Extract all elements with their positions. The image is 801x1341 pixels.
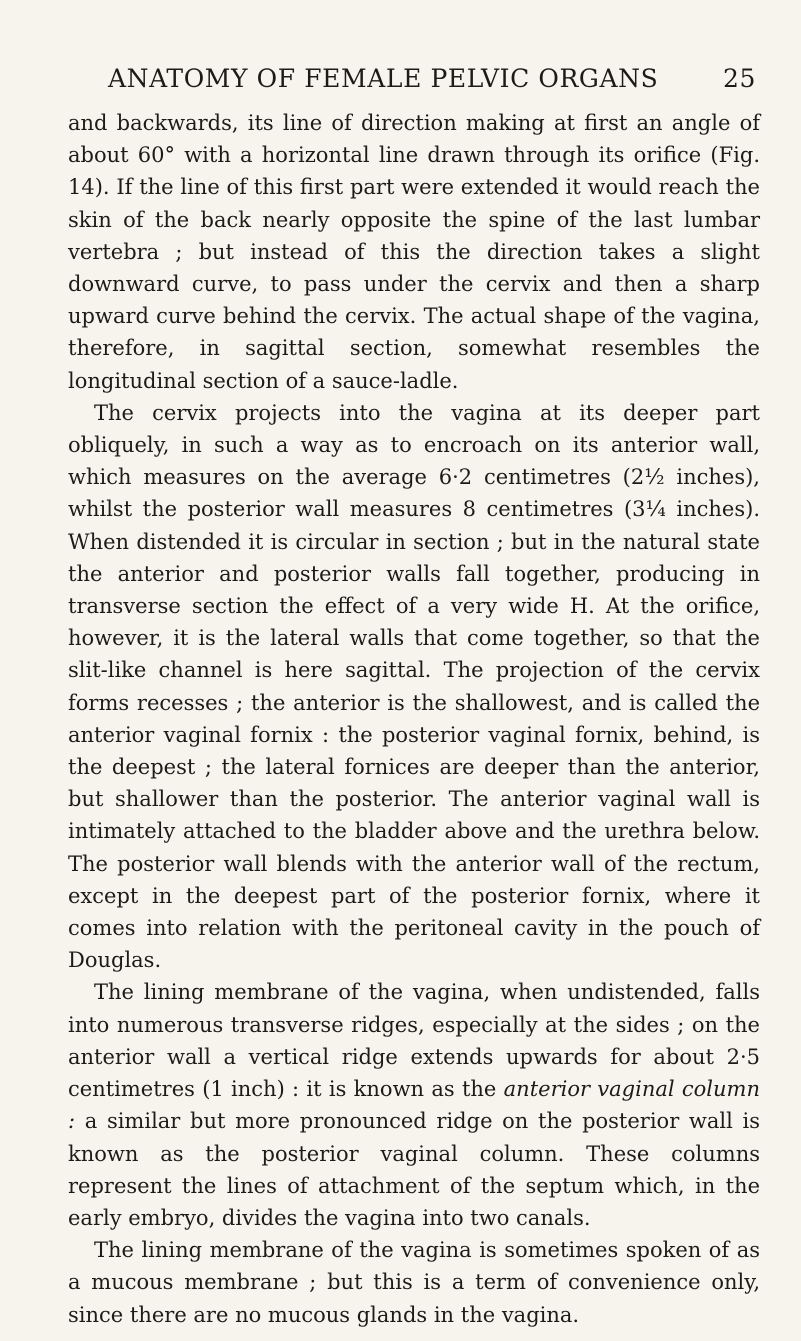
paragraph-lining-ridges-end: a similar but more pronounced ridge on the posterior wall is known as the posterior vaginal column. These columns represent the lines of attachment of the septum which, in the early embryo, divides the vagina into two canals. <box>68 1109 760 1230</box>
paragraph-mucous-membrane: The lining membrane of the vagina is sometimes spoken of as a mucous membrane ; but this is a term of convenience only, since there are no mucous glands in the vagina. <box>68 1238 760 1327</box>
paragraph-lining-ridges-start: The lining membrane of the vagina, when undistended, falls into numerous transverse ridges, especially at the sides ; on the anterior wall a vertical ridge extends upwards for about 2·5 centimetres (1 inch) : it is known as the <box>68 980 760 1102</box>
paragraph-cervix-projection: The cervix projects into the vagina at its deeper part obliquely, in such a way as to encroach on its anterior wall, which measures on the average 6·2 centimetres (2½ inches), whilst the posterior wall measures 8 centimetres (3¼ inches). When distended it is circular in section ; but in the natural state the anterior and posterior walls fall together, producing in transverse section the effect of a very wide H. At the orifice, however, it is the lateral walls that come together, so that the slit-like channel is here sagittal. The projection of the cervix forms recesses ; the anterior is the shallowest, and is called the anterior vaginal fornix : the posterior vaginal fornix, behind, is the deepest ; the lateral fornices are deeper than the anterior, but shallower than the posterior. The anterior vaginal wall is intimately attached to the bladder above and the urethra below. The posterior wall blends with the anterior wall of the rectum, except in the deepest part of the posterior fornix, where it comes into relation with the peritoneal cavity in the pouch of Douglas. <box>68 400 760 973</box>
page-number: 25 <box>722 64 756 93</box>
running-head <box>108 64 756 98</box>
paragraph-vagina-direction: and backwards, its line of direction making at first an angle of about 60° with a horizontal line drawn through its orifice (Fig. 14). If the line of this first part were extended it would reach the skin of the back nearly opposite the spine of the last lumbar vertebra ; but instead of this the direction takes a slight downward curve, to pass under the cervix and then a sharp upward curve behind the cervix. The actual shape of the vagina, therefore, in sagittal section, somewhat resembles the longitudinal section of a sauce-ladle. <box>68 111 760 393</box>
paragraph-lining-ridges <box>68 976 760 1234</box>
running-title: ANATOMY OF FEMALE PELVIC ORGANS <box>108 64 659 93</box>
anterior-vaginal-column-term: anterior vaginal column : <box>68 1077 760 1134</box>
body-text <box>68 107 760 1331</box>
